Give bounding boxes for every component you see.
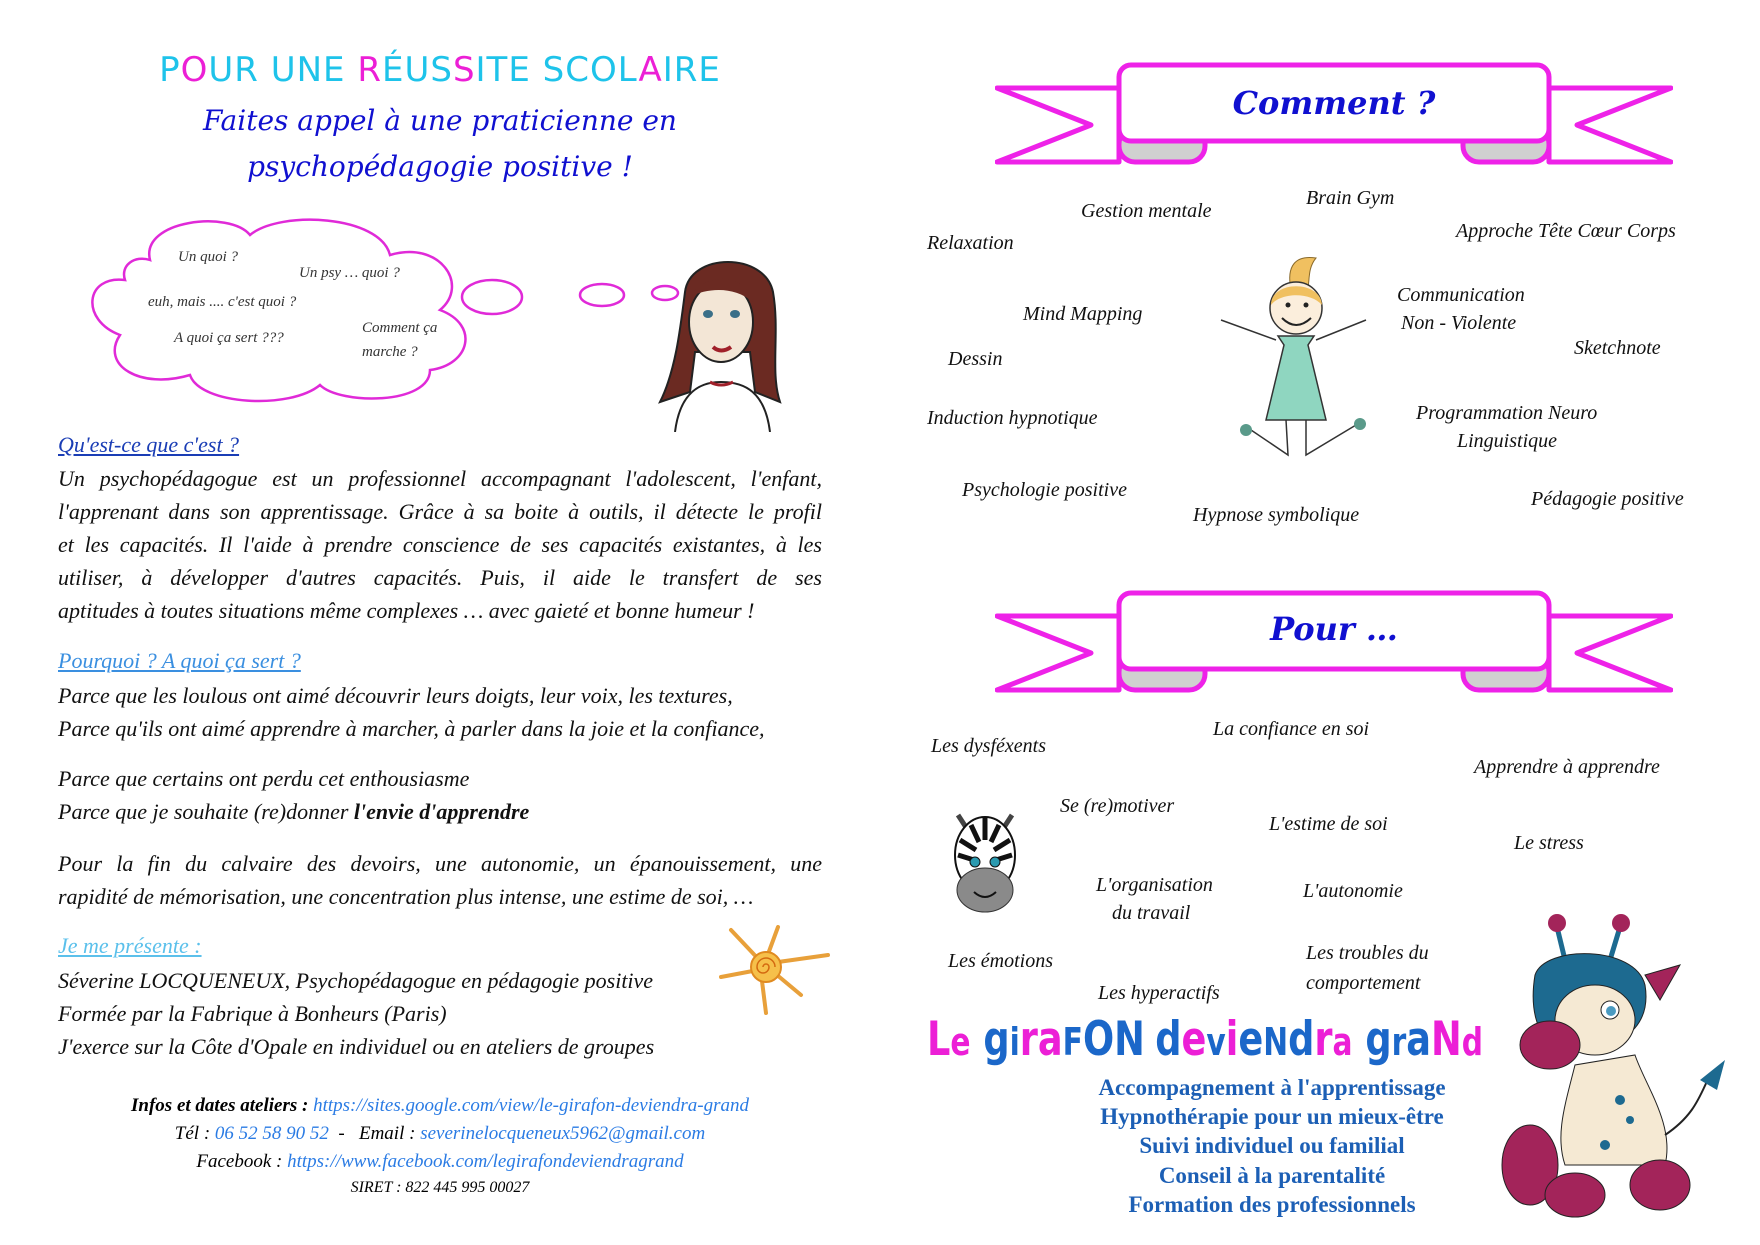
title-segment: S bbox=[452, 50, 476, 90]
contact-facebook bbox=[40, 1151, 840, 1173]
body-line: utiliser, à développer d'autres capacités. Puis, il aide le transfert de ses bbox=[58, 565, 822, 590]
benefit-item: L'organisation bbox=[1096, 874, 1213, 896]
method-item: Induction hypnotique bbox=[927, 407, 1098, 429]
page-title bbox=[58, 50, 822, 90]
title-segment: R bbox=[357, 50, 382, 90]
website-link[interactable]: https://sites.google.com/view/le-girafon-deviendra-grand bbox=[313, 1095, 749, 1116]
logo-letter: O bbox=[1082, 1012, 1115, 1067]
benefit-item: du travail bbox=[1112, 902, 1191, 924]
cloud-phrase: marche ? bbox=[362, 344, 418, 360]
subtitle-line-1: Faites appel à une praticienne en bbox=[203, 104, 677, 137]
logo-letter bbox=[1353, 1012, 1366, 1067]
woman-drawing-illustration bbox=[655, 252, 785, 432]
service-item: Conseil à la parentalité bbox=[1158, 1163, 1386, 1188]
cloud-phrase: Comment ça bbox=[362, 320, 438, 336]
method-item: Communication bbox=[1397, 284, 1525, 306]
cloud-phrase: euh, mais .... c'est quoi ? bbox=[148, 294, 297, 310]
section-heading-what: Qu'est-ce que c'est ? bbox=[58, 432, 240, 457]
service-item: Formation des professionnels bbox=[1128, 1192, 1416, 1217]
title-segment: ITE SCOL bbox=[475, 50, 639, 90]
benefit-item: Les troubles du bbox=[1306, 942, 1429, 964]
banner-title-for: Pour … bbox=[1270, 610, 1398, 648]
phone-link[interactable]: 06 52 58 90 52 bbox=[214, 1123, 329, 1144]
section-heading-me: Je me présente : bbox=[58, 933, 202, 958]
separator: - bbox=[328, 1123, 359, 1144]
logo-letter: L bbox=[927, 1012, 951, 1067]
method-item: Mind Mapping bbox=[1023, 303, 1143, 325]
service-item: Accompagnement à l'apprentissage bbox=[1098, 1075, 1446, 1100]
zebra-illustration bbox=[946, 810, 1024, 916]
contact-infos bbox=[40, 1095, 840, 1117]
sun-icon bbox=[716, 925, 831, 1015]
benefit-item: Le stress bbox=[1514, 832, 1584, 854]
method-item: Pédagogie positive bbox=[1531, 488, 1684, 510]
logo-letter: v bbox=[1206, 1020, 1226, 1064]
logo-letter: g bbox=[983, 1012, 1010, 1067]
logo-letter: e bbox=[1181, 1012, 1207, 1067]
method-item: Hypnose symbolique bbox=[1193, 504, 1360, 526]
body-line: et les capacités. Il l'aide à prendre conscience de ses capacités existantes, à les bbox=[58, 532, 822, 557]
body-line: Formée par la Fabrique à Bonheurs (Paris) bbox=[58, 1001, 447, 1026]
body-line: J'exerce sur la Côte d'Opale en individuel ou en ateliers de groupes bbox=[58, 1034, 655, 1059]
title-segment: O bbox=[180, 50, 209, 90]
logo-letter: d bbox=[1461, 1020, 1484, 1064]
logo-letter: i bbox=[1225, 1012, 1239, 1067]
benefit-item: Se (re)motiver bbox=[1060, 795, 1175, 817]
logo-letter: N bbox=[1114, 1012, 1145, 1067]
logo-letter: e bbox=[1238, 1012, 1264, 1067]
title-segment: IRE bbox=[662, 50, 721, 90]
logo-letter: a bbox=[1332, 1020, 1353, 1064]
benefit-item: L'estime de soi bbox=[1269, 813, 1388, 835]
method-item: Psychologie positive bbox=[962, 479, 1127, 501]
method-item: Brain Gym bbox=[1306, 187, 1395, 209]
benefit-item: L'autonomie bbox=[1303, 880, 1403, 902]
body-line: Parce qu'ils ont aimé apprendre à marcher, à parler dans la joie et la confiance, bbox=[58, 716, 765, 741]
cloud-phrase: A quoi ça sert ??? bbox=[174, 330, 284, 346]
body-line: l'apprenant dans son apprentissage. Grâce à sa boite à outils, il détecte le profil bbox=[58, 499, 822, 524]
logo-letter bbox=[971, 1012, 984, 1067]
body-line: Parce que les loulous ont aimé découvrir leurs doigts, leur voix, les textures, bbox=[58, 683, 733, 708]
cloud-phrase: Un quoi ? bbox=[178, 249, 238, 265]
email-link[interactable]: severinelocqueneux5962@gmail.com bbox=[420, 1123, 706, 1144]
facebook-link[interactable]: https://www.facebook.com/legirafondeviendragrand bbox=[287, 1151, 684, 1172]
logo-letter bbox=[1145, 1020, 1155, 1064]
service-item: Suivi individuel ou familial bbox=[1139, 1133, 1405, 1158]
logo-letter: a bbox=[1406, 1012, 1432, 1067]
cloud-bubble-medium bbox=[580, 284, 624, 306]
logo-letter: r bbox=[1314, 1012, 1333, 1067]
service-item: Hypnothérapie pour un mieux-être bbox=[1100, 1104, 1444, 1129]
girl-drawing-illustration bbox=[1216, 250, 1391, 460]
siret: SIRET : 822 445 995 00027 bbox=[350, 1179, 530, 1196]
body-line: rapidité de mémorisation, une concentration plus intense, une estime de soi, … bbox=[58, 884, 754, 909]
section-heading-why: Pourquoi ? A quoi ça sert ? bbox=[58, 648, 301, 673]
body-line: Parce que certains ont perdu cet enthousiasme bbox=[58, 766, 470, 791]
logo-letter: r bbox=[1391, 1020, 1407, 1064]
body-line: aptitudes à toutes situations même complexes … avec gaieté et bonne humeur ! bbox=[58, 598, 755, 623]
tel-label: Tél : bbox=[174, 1123, 215, 1144]
body-line: Séverine LOCQUENEUX, Psychopédagogue en pédagogie positive bbox=[58, 968, 654, 993]
title-segment: UR UNE bbox=[208, 50, 358, 90]
method-item: Programmation Neuro bbox=[1416, 402, 1598, 424]
title-segment: ÉUS bbox=[381, 50, 453, 90]
banner-title-how: Comment ? bbox=[1232, 84, 1436, 122]
body-line: Un psychopédagogue est un professionnel accompagnant l'adolescent, l'enfant, bbox=[58, 466, 822, 491]
subtitle-line-2: psychopédagogie positive ! bbox=[247, 150, 633, 183]
logo-letter: N bbox=[1263, 1020, 1289, 1064]
brand-logo bbox=[927, 1012, 1483, 1067]
logo-letter: N bbox=[1431, 1012, 1462, 1067]
thought-cloud-illustration bbox=[80, 215, 700, 410]
emphasis-text: l'envie d'apprendre bbox=[353, 799, 530, 824]
benefit-item: Les hyperactifs bbox=[1098, 982, 1220, 1004]
method-item: Gestion mentale bbox=[1081, 200, 1212, 222]
body-text: Parce que je souhaite (re)donner bbox=[58, 799, 354, 824]
method-item: Relaxation bbox=[927, 232, 1014, 254]
method-item: Dessin bbox=[948, 348, 1003, 370]
benefit-item: Les dysféxents bbox=[931, 735, 1046, 757]
logo-letter: r bbox=[1019, 1012, 1038, 1067]
cloud-bubble-large bbox=[462, 280, 522, 314]
cloud-phrase: Un psy … quoi ? bbox=[299, 265, 400, 281]
logo-letter: d bbox=[1155, 1012, 1182, 1067]
body-line: Pour la fin du calvaire des devoirs, une autonomie, un épanouissement, une bbox=[58, 851, 822, 876]
email-label: Email : bbox=[358, 1123, 421, 1144]
method-item: Approche Tête Cœur Corps bbox=[1456, 220, 1676, 242]
body-line bbox=[58, 795, 822, 828]
infos-label: Infos et dates ateliers : bbox=[131, 1095, 314, 1116]
facebook-label: Facebook : bbox=[196, 1151, 288, 1172]
logo-letter: e bbox=[950, 1020, 971, 1064]
title-segment: A bbox=[638, 50, 663, 90]
method-item: Sketchnote bbox=[1574, 337, 1661, 359]
logo-letter: g bbox=[1365, 1012, 1392, 1067]
logo-letter: F bbox=[1062, 1020, 1083, 1064]
title-segment: P bbox=[159, 50, 181, 90]
logo-letter: i bbox=[1009, 1020, 1020, 1064]
logo-letter: d bbox=[1288, 1012, 1315, 1067]
benefit-item: La confiance en soi bbox=[1213, 718, 1370, 740]
benefit-item: Apprendre à apprendre bbox=[1474, 756, 1660, 778]
method-item: Linguistique bbox=[1457, 430, 1558, 452]
benefit-item: Les émotions bbox=[948, 950, 1053, 972]
logo-letter: a bbox=[1037, 1012, 1063, 1067]
contact-phone-email bbox=[40, 1123, 840, 1145]
method-item: Non - Violente bbox=[1401, 312, 1517, 334]
benefit-item: comportement bbox=[1306, 972, 1421, 994]
